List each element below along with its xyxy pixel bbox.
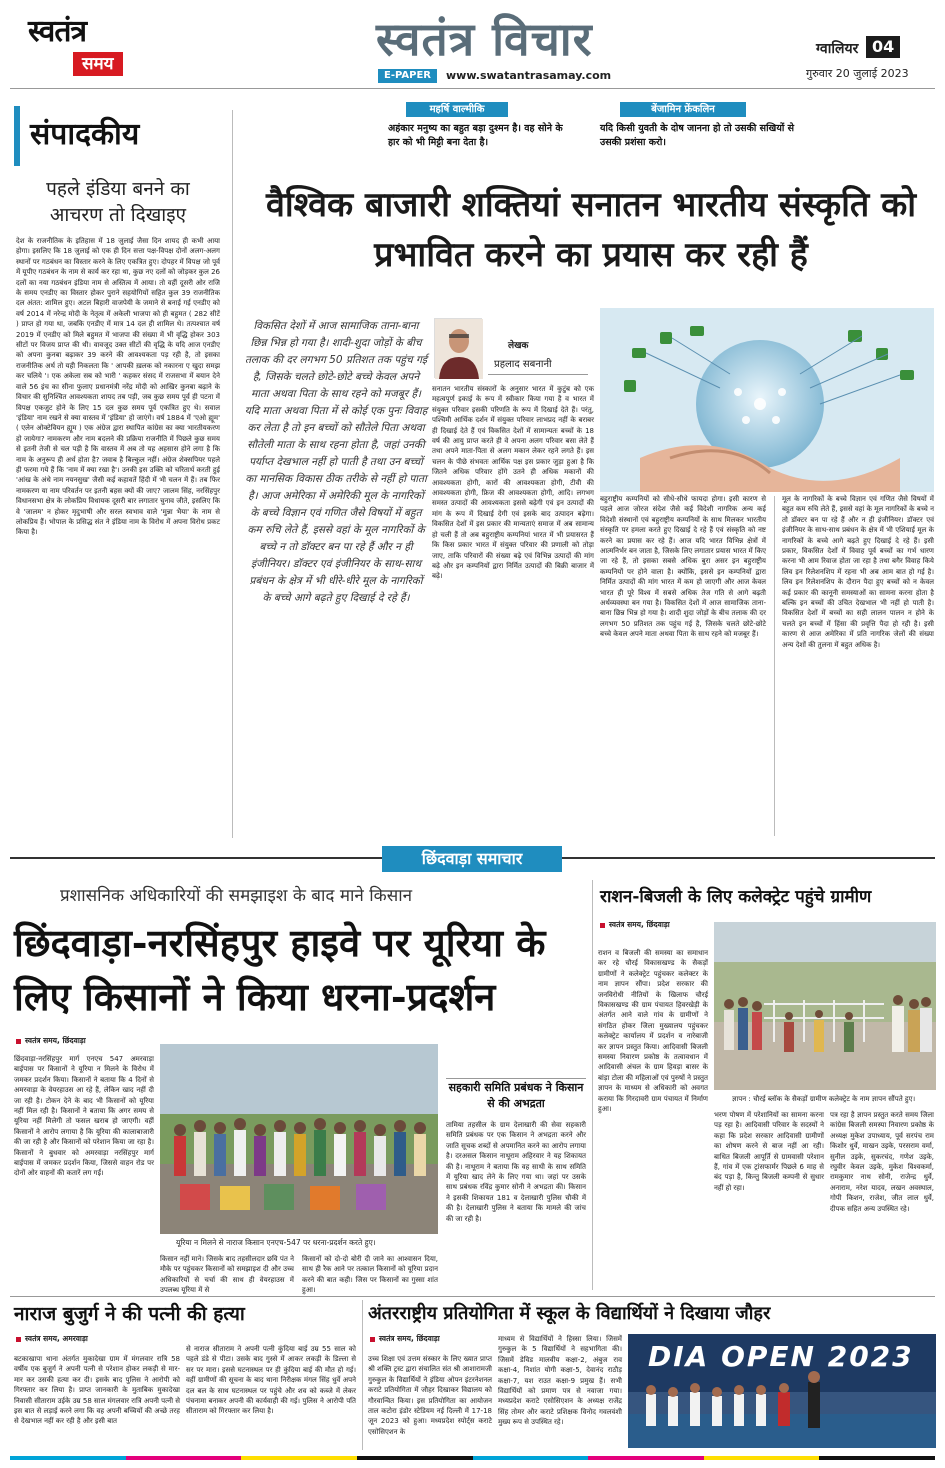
bottom-row-rule <box>10 1296 935 1297</box>
ration-byline-text: स्वतंत्र समय, छिंदवाड़ा <box>609 920 670 929</box>
masthead-logo[interactable] <box>28 14 154 82</box>
ration-photo-caption: ज्ञापन : चौरई ब्लॉक के सैकड़ों ग्रामीण कलेक्ट्रेट के नाम ज्ञापन सौंपते हुए। <box>732 1095 916 1103</box>
side-story-body: तामिया तहसील के ग्राम देलाखारी की सेवा सहकारी समिति प्रबंधक पर एक किसान ने अभद्रता करने और जाति सूचक शब्दों से अपमानित करने का आरोप लगाया है। दरअसल किसान नाथूराम अहिरवार ने यह शिकायत की है। नाथूराम ने बताया कि वह साथी के साथ समिति में यूरिया खाद लेने के लिए गया था। जहां पर उसके साथ प्रबंधक रविंद्र कुमार सोनी ने अभद्रता की। किसान ने इसकी शिकायत 181 व देलाखारी पुलिस चौकी में की है। देलाखारी पुलिस ने बताया कि मामले की जांच की जा रही है। <box>446 1121 586 1223</box>
editorial-divider <box>232 110 233 838</box>
murder-byline <box>16 1334 88 1344</box>
author-label: लेखक <box>508 341 529 351</box>
chhindwara-ration-divider <box>592 880 593 1290</box>
bottom-divider <box>362 1300 363 1450</box>
quote-box-1 <box>382 102 580 156</box>
quote-author-1: महर्षि वाल्मीकि <box>406 102 508 117</box>
intl-headline: अंतरराष्ट्रीय प्रतियोगिता में स्कूल के विद्यार्थियों ने दिखाया जौहर <box>368 1303 771 1324</box>
section-band-label: छिंदवाड़ा समाचार <box>382 846 562 872</box>
main-col-divider <box>774 496 775 836</box>
author-underline <box>488 374 588 375</box>
quote-text-2: यदि किसी युवती के दोष जानना हो तो उसकी सखियों से उसकी प्रशंसा करो। <box>600 123 795 148</box>
logo-bottom-badge: समय <box>73 52 123 76</box>
editorial-headline: पहले इंडिया बनने का आचरण तो दिखाइए <box>46 178 190 226</box>
issue-date: गुरुवार 20 जुलाई 2023 <box>806 67 909 80</box>
editorial-body: देश के राजनीतिक के इतिहास में 18 जुलाई जैसा दिन शायद ही कभी आया होगा। इसलिए कि 18 जुलाई को एक ही दिन सत्ता पक्ष-विपक्ष दोनों अलग-अलग स्थानों पर गठबंधन का विस्तार करने के लिए एकत्रित हुए। दोपहर में विपक्ष जो पूर्व में यूपीए गठबंधन के नाम से कार्य कर रहा था, कुछ नए दलों को जोड़कर कुल 26 दलों का नया गठबंधन इंडिया नाम से अस्तित्व में आया। तो वहीं दूसरी ओर राजि के समय एनडीए का विस्तार होकर पुराने सहयोगियों सहित कुल 39 राजनीतिक दल अंतत: शामिल हुए। अटल बिहारी वाजपेयी के जमाने से बनाई गई एनडीए को वर्ष 2014 में नरेन्द्र मोदी के नेतृत्व में अकेली भाजपा को ही बहुमत ( 282 सीटें ) प्राप्त हो गया था, जबकि एनडीए में मात्र 14 दल ही शामिल थे। तत्पश्चात वर्ष 2019 में एनडीए को मिले बहुमत में भाजपा की संख्या में भी वृद्धि होकर 303 सीटों पर विजय प्राप्त की थी। वावजूद उक्त सीटों की वृद्धि के यदि आज एनडीए को अपना कुनबा बढ़ाकर 39 करने की आवश्यकता पड़ रही है, तो इसका राजनीतिक अर्थ तो यही निकलता कि ' आपकी ख़लक को नकारना ए खुदा समझ कर चलिये '। एक अकेला सब को भारी ' कहकर संसद में राजसभा में बयान देने वाले 56 इंच का सीना फुलाए प्रधानमंत्री नरेंद्र मोदी को आखिर कुनबा बढ़ाने के विचार की सुनिश्चित आवश्यकता शायद तब पड़ी, जब कुछ समय पूर्व ही पटना में विपक्ष एकजुट होने के लिए 15 दल कुछ समय पूर्व एकत्रित हुए थे। सवाल 'इंडिया' नाम रखने से क्या वास्तव में 'इंडिया' हो जाएंगे। वर्ष 1884 में 'एओ ह्यूम' ( एलेन ओक्टेवियन ह्यूम ) एक अंग्रेज द्वारा स्थापित कांग्रेस का क्या भारतीयकरण हो जायेगा? नामकरण और नाम बदलने की प्रक्रिया राजनीति में पिछले कुछ समय से इतनी तेजी से चल पड़ी है कि वास्तव में अब तो यह अहसास होने लगा है कि नाम के अनुरूप ही अर्थ होता है? जवाब है बिल्कुल नहीं। अंग्रेज शेक्सपियर पहले ही फरमा गये हैं कि 'नाम में क्या रखा है'। उनकी इस उक्ति को चरितार्थ करती हुई 'आंख के अंधे नाम नयनसुख' जैसी कई कहावतें हिंदी में भी चलन में हैं। तब फिर नामकरण या नाम परिवर्तन पर इतनी बहस क्यों की जाए? जालम सिंह, नरसिंहपुर विधानसभा क्षेत्र के लोकप्रिय विधायक दूसरी बार लगातार चुनाव जीते, इसलिए कि वे 'जालम' न होकर मृदुभाषी और सरल स्वभाव वाले 'मुन्ना भैया' के नाम से लोकप्रिय हैं। भोपाल के प्रसिद्ध संत ने इंडिया नाम के विरोध में अपना विरोध प्रकट किया है। <box>16 237 220 537</box>
urea-byline <box>16 1036 86 1046</box>
urea-body-2: किसान नहीं माने। जिसके बाद तहसीलदार छवि पंत ने मौके पर पहुंचकर किसानों को समझाइश दी और उच्च अधिकारियों से चर्चा की साथ ही वेयरहाउस में उपलब्ध यूरिया में से <box>160 1255 294 1295</box>
page-number: 04 <box>866 36 900 58</box>
author-photo <box>434 318 482 378</box>
urea-byline-text: स्वतंत्र समय, छिंदवाड़ा <box>25 1036 86 1045</box>
urea-photo <box>160 1044 438 1234</box>
byline-dot <box>370 1337 375 1342</box>
byline-dot <box>16 1337 21 1342</box>
ration-body-3: पत्र रहा है ज्ञापन प्रस्तुत करते समय जिला कांग्रेस बिजली समस्या निवारण प्रकोष्ठ के अध्यक्ष मुकेश उपाध्याय, पूर्व सरपंच राम किशोर धुर्वे, माखन उइके, परसराम वर्मा, सुनील उइके, सुकरचंद, गणेश उइके, रघुवीर केवल उइके, मुकेश विश्वकर्मा, रामकुमार नाथ सोनी, राजेन्द्र धुर्वे, अनाराम, नरेश यादव, लखन अवस्थाल, गोपी किशन, राजेश, जीत लाल धुर्वे, दीपक सहित अन्य उपस्थित रहे। <box>830 1111 934 1213</box>
side-story-headline: सहकारी समिति प्रबंधक ने किसान से की अभद्रता <box>448 1081 584 1110</box>
ration-photo <box>714 922 936 1090</box>
urea-photo-caption: यूरिया न मिलने से नाराज किसान एनएच-547 पर धरना-प्रदर्शन करते हुए। <box>176 1238 376 1247</box>
murder-body-2: से नाराज सीताराम ने अपनी पत्नी कुंदिया बाई उम्र 55 साल को पहले डंडे से पीटा। उसके बाद गुस्से में आकर लकड़ी के डिल्ला से सर पर मारा। इससे घटनास्थल पर ही कुंदिया बाई की मौत हो गई। वहीं ग्रामीणों की सूचना के बाद थाना निरीक्षक मंगल सिंह धुर्वे अपने दल बल के साथ घटनास्थल पर पहुंचे और शव को कब्जे में लेकर पंचनामा बनाकर अपनी की कार्यवाही की गई। पुलिस ने आरोपी पति सीताराम को गिरफ्तार कर लिया है। <box>186 1345 356 1416</box>
ration-body-2: भरण पोषण में परेशानियों का सामना करना पड़ रहा है। आदिवासी परिवार के सदस्यों ने कहा कि प्रदेश सरकार आदिवासी ग्रामीणों का शोषण करने से बाज नहीं आ रही। बाधित बिजली आपूर्ति से ग्रामवासी परेशान हैं, गांव में एक ट्रांसफार्मर पिछले 6 माह से बंद पड़ा है, किन्तु बिजली कम्पनी से सुधार नहीं हो रहा। <box>714 1111 824 1192</box>
city-label: ग्वालियर <box>816 41 859 57</box>
urea-body-1: छिंदवाड़ा-नरसिंहपुर मार्ग एनएच 547 अमरवाड़ा बाईपास पर किसानों ने यूरिया न मिलने के विरोध में जमकर प्रदर्शन किया। किसानों ने बताया कि 4 दिनों से अमरवाड़ा के वेयरहाउस आ रहे हैं, लेकिन खाद नहीं दी जा रही है। टोकन देने के बाद भी किसानों को यूरिया नहीं मिल रही है। किसानों ने बताया कि अगर समय से यूरिया नहीं मिलेगी तो फसल खराब हो जाएगी। वहीं किसानों ने आरोप लगाया है कि यूरिया की कालाबाजारी की जा रही है और किसानों को परेशान किया जा रहा है। किसानों ने बुधवार को अमरवाड़ा नरसिंहपुर मार्ग बाईपास में जमकर प्रदर्शन किया, जिससे वाहन रोड पर दोनों ओर वाहनों की कतारें लग गईं। <box>14 1055 154 1178</box>
main-col-1: सनातन भारतीय संस्कारों के अनुसार भारत में कुटुंब को एक महत्वपूर्ण इकाई के रूप में स्वीकार किया गया है व भारत में संयुक्त परिवार इसकी परिणति के रूप में दिखाई देते हैं। परंतु, पश्चिमी आर्थिक दर्शन में संयुक्त परिवार लाभप्रद नहीं के बराबर ही दिखाई देते हैं एवं विकसित देशों में सामान्यतः बच्चों के 18 वर्ष की आयु प्राप्त करते ही वे अपना अलग परिवार बसा लेते हैं तथा अपने माता-पिता से अलग मकान लेकर रहने लगते हैं। इस चलन के पीछे संभवतः आर्थिक पक्ष इस प्रकार जुड़ा हुआ है कि जितने अधिक परिवार होंगे उतने ही अधिक मकानों की आवश्यकता होगी, कारों की आवश्यकता होगी, टीवी की आवश्यकता होगी, फ्रिज की आवश्यकता होगी, आदि। लगभग समस्त उत्पादों की आवश्यकता इससे बढ़ेगी एवं इन उत्पादों की मांग के रूप में दिखाई देगी एवं इसके बाद उत्पादन बढ़ेगा। विकसित देशों में इस प्रकार की मान्यताएं समाज में अब सामान्य हो चली हैं तो अब बहुराष्ट्रीय कम्पनियां भारत में भी प्रयासरत हैं कि किस प्रकार भारत में संयुक्त परिवार की प्रणाली को तोड़ा जाए, ताकि परिवारों की संख्या बढ़े एवं विभिन्न उत्पादों की मांग बढ़े और इन कम्पनियों द्वारा निर्मित उत्पादों की बिक्री बाजार में बढ़े। <box>432 385 594 581</box>
intl-byline <box>370 1334 440 1344</box>
murder-byline-text: स्वतंत्र समय, अमरवाड़ा <box>25 1334 88 1343</box>
urea-body-3: किसानों को दो-दो बोरी दी जाने का आश्वासन दिया, साथ ही रैक आने पर तत्काल किसानों को यूरिया प्रदान करने की बात कही। जिस पर किसानों का गुस्सा शांत हुआ। <box>302 1255 438 1295</box>
intl-banner-text: DIA OPEN 2023 <box>648 1340 914 1373</box>
website-link[interactable]: www.swatantrasamay.com <box>446 69 612 82</box>
urea-kicker: प्रशासनिक अधिकारियों की समझाइश के बाद माने किसान <box>60 886 413 906</box>
ration-headline: राशन-बिजली के लिए कलेक्ट्रेट पहुंचे ग्रामीण <box>600 887 872 907</box>
byline-dot <box>600 923 605 928</box>
ration-byline <box>600 920 670 930</box>
intl-byline-text: स्वतंत्र समय, छिंदवाड़ा <box>379 1334 440 1343</box>
editorial-section-title: संपादकीय <box>14 106 220 166</box>
bottom-color-strip <box>10 1456 935 1460</box>
epaper-badge: E-PAPER <box>378 69 437 83</box>
quote-text-1: अहंकार मनुष्य का बहुत बड़ा दुश्मन है। वह सोने के हार को भी मिट्टी बना देता है। <box>388 123 563 148</box>
murder-body-1: बटकाखापा थाना अंतर्गत मुकादेखा ग्राम में मंगलवार रात्रि 58 वर्षीय एक बुजुर्ग ने अपनी पत्नी से परेशान होकर लकड़ी से मार-मार कर उसकी हत्या कर दी। इसके बाद पुलिस ने आरोपी को गिरफ्तार कर लिया है। प्राप्त जानकारी के मुताबिक मुकादेखा निवासी सीताराम उईके उम्र 58 साल मंगलवार रात्रि अपनी पत्नी से इस बात से लड़ाई करने लगा कि वह अपनी बच्चियों की अच्छे तरह से देखभाल नहीं कर रही है और इसी बात <box>14 1355 180 1426</box>
intl-body-1: उच्च शिक्षा एवं उत्तम संस्कार के लिए ख्यात प्राप्त श्री शक्ति ट्रस्ट द्वारा संचालित संत श्री आशारामजी गुरुकुल के विद्यार्थियों ने इंडिया ओपन इंटरनेशनल कराटे प्रतियोगिता में जौहर दिखाकर विद्यालय को गौरवान्वित किया। इस प्रतियोगिता का आयोजन ताल कटोरा इंडोर स्टेडियम नई दिल्ली में 17-18 जून 2023 को हुआ। मध्यप्रदेश स्पोर्ट्स कराटे एसोसिएशन के <box>368 1355 492 1436</box>
murder-headline: नाराज बुजुर्ग ने की पत्नी की हत्या <box>14 1303 245 1325</box>
ration-body-1: राशन व बिजली की समस्या का समाधान कर रहे चौरई विकासखण्ड के सैकड़ों ग्रामीणों ने कलेक्ट्रेट पहुंचकर कलेक्टर के नाम ज्ञापन सौंपा। प्रदेश सरकार की जनविरोधी नीतियों के खिलाफ चौरई विकासखण्ड की ग्राम पंचायत हिवरखेड़ी के अंतर्गत आने वाले गांव के ग्रामीणों ने संगठित होकर जिला मुख्यालय पहुंचकर कलेक्ट्रेट कार्यालय में प्रदर्शन व नारेबाजी कर ज्ञापन प्रस्तुत किया। आदिवासी बिजली समस्या निवारण प्रकोष्ठ के तत्वावधान में आदिवासी अंचल के ग्राम हिवड़ा बासर के बांड़ा टोला की महिलाओं एवं पुरुषों ने प्रस्तुत ज्ञापन के माध्यम से अधिकारी को अवगत कराया कि गिरदावरी ग्राम पंचायत में निर्माण हुआ। <box>598 949 708 1114</box>
main-headline: वैश्विक बाजारी शक्तियां सनातन भारतीय संस्कृति को प्रभावित करने का प्रयास कर रही हैं <box>265 185 917 275</box>
quote-author-2: बेंजामिन फ्रेंकलिन <box>620 102 746 117</box>
quote-box-2 <box>594 102 804 156</box>
masthead-rule <box>10 88 935 89</box>
intl-body-2: माध्यम से विद्यार्थियों ने हिस्सा लिया। जिसमें गुरुकुल के 5 विद्यार्थियों ने सहभागिता की। जिसमें डेविड मालवीय कक्षा-2, अंबुज राव कक्षा-4, निशांत योगी कक्षा-5, देवानंद राठौड़ कक्षा-7, यश राउत कक्षा-9 प्रमुख हैं। सभी विद्यार्थियों को प्रमाण पत्र से नवाजा गया। मध्यप्रदेश कराटे एसोसिएशन के अध्यक्ष राजेंद्र सिंह तोमर और कराटे प्रशिक्षक विनोद गवलवंशी मुख्य रूप से उपस्थित रहे। <box>498 1335 622 1427</box>
main-pullquote: विकसित देशों में आज सामाजिक ताना-बाना छिन्न भिन्न हो गया है। शादी-शुदा जोड़ों के बीच तलाक की दर लगभग 50 प्रतिशत तक पहुंच गई है, जिसके चलते छोटे-छोटे बच्चे केवल अपने माता अथवा पिता के साथ रहने को मजबूर हैं। यदि माता अथवा पिता में से कोई एक पुनः विवाह कर लेता है तो इन बच्चों को सौतेले पिता अथवा सौतेली माता के साथ रहना होता है, जहां उनकी पर्याप्त देखभाल नहीं हो पाती है तथा उन बच्चों का मानसिक विकास ठीक तरीके से नहीं हो पाता है। आज अमेरिका में अमेरिकी मूल के नागरिकों के बच्चे विज्ञान एवं गणित जैसे विषयों में बहुत कम रुचि लेते हैं, इससे वहां के मूल नागरिकों के बच्चे न तो डॉक्टर बन पा रहे हैं और न ही इंजीनियर। डॉक्टर एवं इंजीनियर के साथ-साथ प्रबंधन के क्षेत्र में भी धीरे-धीरे मूल के नागरिकों के बच्चे आगे बढ़ते हुए दिखाई दे रहे हैं। <box>244 320 428 604</box>
main-col-3: मूल के नागरिकों के बच्चे विज्ञान एवं गणित जैसे विषयों में बहुत कम रुचि लेते हैं, इससे वहां के मूल नागरिकों के बच्चे न तो डॉक्टर बन पा रहे हैं और न ही इंजीनियर। डॉक्टर एवं इंजीनियर के साथ-साथ प्रबंधन के क्षेत्र में भी एशियाई मूल के नागरिकों के बच्चे आगे बढ़ते हुए दिखाई दे रहे हैं। इसी प्रकार, विकसित देशों में विवाह पूर्व बच्चों का गर्भ धारण करना भी आम रिवाज होता जा रहा है तथा बगैर विवाह किये लिव इन रिलेशनशिप में रहना भी अब आम बात हो गई है। लिव इन रिलेशनशिप के दौरान पैदा हुए बच्चों को न केवल कई प्रकार की कानूनी समस्याओं का सामना करना होता है बल्कि इन बच्चों की उचित देखभाल भी नहीं हो पाती है। विकसित देशों में बच्चों का सही लालन पालन न होने के चलते इन बच्चों में हिंसा की प्रवृत्ति पैदा हो रही है। इसी कारण से आज अमेरिका में प्रति नागरिक जेलों की संख्या अन्य देशों की तुलना में बहुत अधिक है। <box>782 495 934 649</box>
main-col-2: बहुराष्ट्रीय कम्पनियों को सीधे-सीधे फायदा होगा। इसी कारण से पहले आज जोरज संदेश जैसे कई विदेशी नागरिक अन्य कई विदेशी संस्थानों एवं बहुराष्ट्रीय कम्पनियों के साथ मिलकर भारतीय संस्कृति पर हमला करते हुए दिखाई दे रहे हैं एवं संस्कृति को नष्ट करने का प्रयास कर रहे हैं। आज यदि भारत विभिन्न क्षेत्रों में आत्मनिर्भर बन जाता है, जिसके लिए लगातार प्रयास भारत में किए जा रहे हैं, तो इसका सबसे अधिक बुरा असर इन बहुराष्ट्रीय कम्पनियों पर होने वाला है। क्योंकि, इससे इन कम्पनियों द्वारा निर्मित उत्पादों की मांग भारत में कम हो जाएगी और आज केवल भारत ही पूरे विश्व में सबसे अधिक तेज गति से आगे बढ़ती अर्थव्यवस्था बन गया है। विकसित देशों में आज सामाजिक ताना-बाना छिन्न भिन्न हो गया है। शादी शुदा जोड़ों के बीच तलाक की दर लगभग 50 प्रतिशत तक पहुंच गई है, जिसके चलते छोटे-छोटे बच्चे केवल अपने माता अथवा पिता के साथ रहने को मजबूर हैं। <box>600 495 766 639</box>
byline-dot <box>16 1039 21 1044</box>
main-illustration <box>600 308 934 492</box>
editorial-column <box>10 106 224 842</box>
urea-headline: छिंदवाड़ा-नरसिंहपुर हाइवे पर यूरिया के लिए किसानों ने किया धरना-प्रदर्शन <box>14 920 546 1019</box>
intl-photo <box>628 1334 936 1448</box>
logo-top-text: स्वतंत्र <box>28 14 87 49</box>
author-name: प्रहलाद सबनानी <box>494 359 552 370</box>
masthead-title: स्वतंत्र विचार <box>376 12 593 66</box>
